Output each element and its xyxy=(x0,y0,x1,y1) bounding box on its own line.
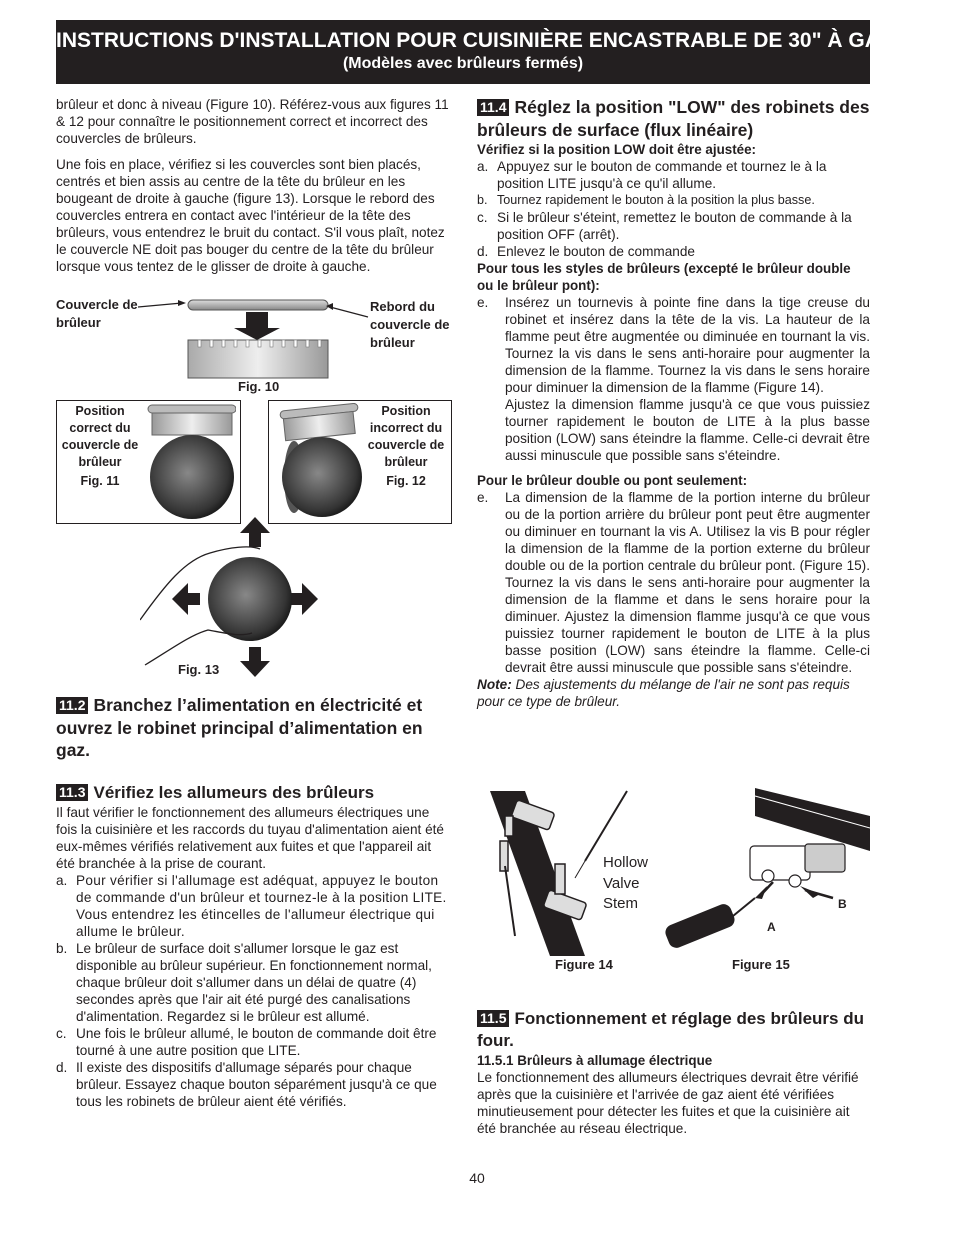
section-11-3-heading xyxy=(56,782,452,804)
note: Note: Des ajustements du mélange de l'air ne sont pas requis pour ce type de brûleur. xyxy=(477,677,850,709)
section-title: Fonctionnement et réglage des brûleurs du four. xyxy=(477,1009,864,1050)
section-number-badge: 11.3 xyxy=(56,784,88,801)
section-11-5 xyxy=(477,1008,870,1137)
list-item: c. Une fois le brûleur allumé, le bouton de commande doit être tourné à une autre position que LITE. xyxy=(56,1025,437,1058)
list-item: e. Insérez un tournevis à pointe fine dans la tige creuse du robinet et insérez dans la tête de la vis. La hauteur de la flamme peut être augmentée ou diminuée en tournant la vis. Tournez la vis dans le sens anti-horaire pour augmenter la dimension de la flamme. Tournez la vis dans le sens horaire pour diminuer la dimension de la flamme (Figure 14). Ajustez la dimension flamme jusqu'à ce que vous puissiez tourner rapidement le bouton de LITE à la plus basse position (LOW) sans éteindre la flamme. Celle-ci devrait être aussi minuscule que possible sans s'éteindre. xyxy=(477,295,870,463)
paragraph: Une fois en place, vérifiez si les couvercles sont bien placés, centrés et bien assis au centre de la tête du brûleur en les bougeant de droite à gauche (figure 13). Lorsque le rebord des couvercles entrera en contact avec l'intérieur de la tête des brûleurs, vous entendrez le bruit du contact. S'il vous plaît, notez le couvercle NE doit pas bouger du centre de la tête du brûleur lorsque vous tentez de le glisser de droite à gauche. xyxy=(56,157,445,274)
list-item: b. Tournez rapidement le bouton à la position la plus basse. xyxy=(477,193,815,207)
fig10-burner-cap-illustration xyxy=(130,290,380,385)
section-11-5-heading xyxy=(477,1008,870,1052)
section-title: Branchez l’alimentation en électricité et ouvrez le robinet principal d’alimentation en gaz. xyxy=(56,695,423,760)
section-11-2-heading xyxy=(56,694,452,762)
check-heading: Vérifiez si la position LOW doit être ajustée: xyxy=(477,142,757,157)
fig10-rim-label: Rebord du couvercle de brûleur xyxy=(370,299,450,350)
fig10-cap-label: Couvercle de brûleur xyxy=(56,297,138,330)
fig14-labels xyxy=(603,853,648,915)
fig15-double-burner-illustration xyxy=(655,786,870,951)
valve-label: Valve xyxy=(603,874,640,892)
paragraph: brûleur et donc à niveau (Figure 10). Référez-vous aux figures 11 & 12 pour connaître le positionnement correct et incorrect des couvercles de brûleurs. xyxy=(56,97,449,146)
page-title: INSTRUCTIONS D'INSTALLATION POUR CUISINIÈRE ENCASTRABLE DE 30" À GAZ xyxy=(56,29,893,52)
page-header xyxy=(56,20,893,84)
section-11-4-heading xyxy=(477,96,870,141)
subsection-heading: 11.5.1 Brûleurs à allumage électrique xyxy=(477,1053,713,1068)
section-number-badge: 11.5 xyxy=(477,1010,509,1027)
fig11-correct-burner-illustration xyxy=(140,403,236,521)
list-item: d. Il existe des dispositifs d'allumage séparés pour chaque brûleur. Essayez chaque bouton séparément jusqu'à ce que tous les robinets de brûleur aient été vérifiés. xyxy=(56,1059,437,1109)
list-item: a. Pour vérifier si l'allumage est adéquat, appuyez le bouton de commande d'un brûleur et tournez-le à la position LITE. Vous entendrez les étincelles de l'allumeur électrique qui allume le brûleur. xyxy=(56,872,447,939)
left-column-bottom xyxy=(56,694,452,1110)
page-subtitle: (Modèles avec brûleurs fermés) xyxy=(342,55,584,72)
list-item: e. La dimension de la flamme de la portion interne du brûleur ou de la portion arrière du brûleur pont peut être augmenter ou diminuer en tournant la vis A. Utilisez la vis B pour régler la dimension de la flamme de la portion externe du brûleur double ou de la portion centrale du brûleur pont. (Figure 15). Tournez la vis dans le sens anti-horaire pour augmenter la dimension de la flamme et dans le sens horaire pour la diminuer. Ajustez la dimension flamme jusqu'à ce que vous puissiez tourner rapidement le bouton de LITE à la plus basse position (LOW) sans éteindre la flamme. Celle-ci devrait être aussi minuscule que possible sans s'éteindre. xyxy=(477,490,870,675)
paragraph: Le fonctionnement des allumeurs électriques devrait être vérifié après que la cuisinière et l'arrivée de gaz aient été vérifiées minutieusement pour détecter les fuites et que la cuisinière ait été branchée au réseau électrique. xyxy=(477,1070,859,1136)
fig12-text: Position incorrect du couvercle de brûleur xyxy=(367,404,445,469)
hollow-label: Hollow xyxy=(603,854,649,871)
fig13-hand-centering-illustration xyxy=(140,515,330,680)
left-column-top xyxy=(56,96,452,275)
page-number: 40 xyxy=(469,1170,485,1186)
section-title: Réglez la position "LOW" des robinets des brûleurs de surface (flux linéaire) xyxy=(477,97,870,140)
list-item: b. Le brûleur de surface doit s'allumer lorsque le gaz est disponible au brûleur supérieur. En fonctionnement normal, chaque brûleur doit s'allumer dans un délai de quatre (4) secondes après que l'air ait été purgé des canalisations d'alimentation. Regardez si le brûleur est allumé. xyxy=(56,940,432,1024)
step-text: Insérez un tournevis à pointe fine dans la tige creuse du robinet et insérez dans la tête de la vis. La hauteur de la flamme peut être augmentée ou diminuée en tournant la vis. Tournez la vis dans le sens anti-horaire pour augmenter la dimension de la flamme. Tournez la vis dans le sens horaire pour diminuer la dimension de la flamme (Figure 14). xyxy=(505,295,870,395)
fig10-caption: Fig. 10 xyxy=(238,379,280,394)
fig12-caption: Fig. 12 xyxy=(386,474,426,488)
fig15-label-a: A xyxy=(767,920,776,934)
list-item: c. Si le brûleur s'éteint, remettez le bouton de commande à la position OFF (arrêt). xyxy=(477,210,852,242)
fig11-text: Position correct du couvercle de brûleur xyxy=(61,404,139,469)
section-number-badge: 11.2 xyxy=(56,697,88,714)
all-styles-heading: Pour tous les styles de brûleurs (excepté le brûleur double ou le brûleur pont): xyxy=(477,261,851,293)
right-column xyxy=(477,96,870,710)
section-number-badge: 11.4 xyxy=(477,99,509,116)
double-only-heading: Pour le brûleur double ou pont seulement: xyxy=(477,473,748,488)
list-item: a. Appuyez sur le bouton de commande et tournez le à la position LITE jusqu'à ce qu'il allume. xyxy=(477,159,827,191)
stem-label: Stem xyxy=(603,895,639,912)
paragraph: Il faut vérifier le fonctionnement des allumeurs électriques une fois la cuisinière et les raccords du tuyau d'alimentation aient été eux-mêmes vérifiés relativement aux fuites et que l'appareil ait été branchée à la prise de courant. xyxy=(56,804,444,871)
list-item: d. Enlevez le bouton de commande xyxy=(477,244,695,259)
step-text: Ajustez la dimension flamme jusqu'à ce que vous puissiez tourner rapidement le bouton de LITE à la plus basse position (LOW) sans éteindre la flamme. Celle-ci devrait être aussi minuscule que possible sans s'éteindre. xyxy=(505,397,870,463)
fig11-caption: Fig. 11 xyxy=(80,474,120,488)
fig13-caption: Fig. 13 xyxy=(178,662,220,677)
fig14-caption: Figure 14 xyxy=(555,957,613,972)
section-title: Vérifiez les allumeurs des brûleurs xyxy=(93,782,375,802)
fig12-incorrect-burner-illustration xyxy=(270,403,362,521)
fig15-caption: Figure 15 xyxy=(732,957,790,972)
fig15-label-b: B xyxy=(838,897,847,911)
